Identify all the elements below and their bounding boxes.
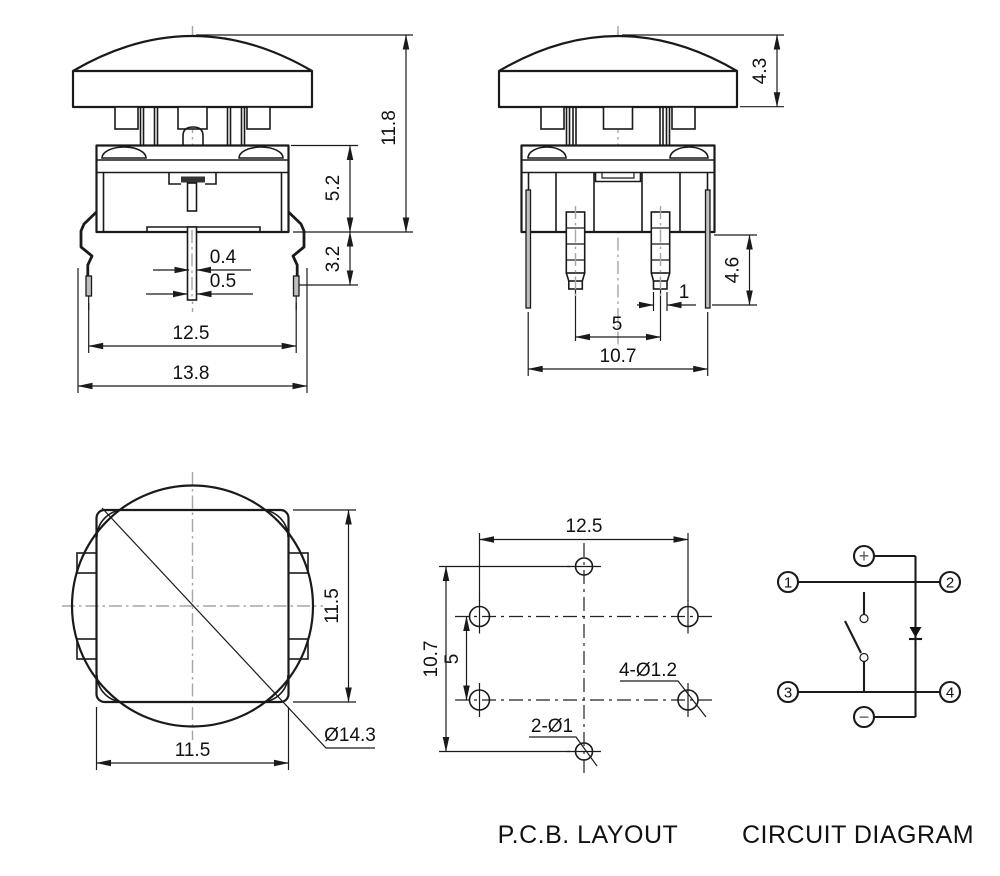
callout-corner-holes-label: 4-Ø1.2 [618, 660, 678, 681]
front-stem-cap [181, 177, 205, 183]
dim-bend-height [299, 232, 358, 285]
side-body [522, 146, 715, 233]
dim-cap-height-label: 4.3 [750, 57, 771, 85]
dim-total-height-label: 11.8 [379, 110, 400, 146]
dim-led-hole-pitch-label: 5 [442, 653, 463, 665]
switch-lever [845, 621, 861, 653]
dim-hole-span-x-label: 12.5 [565, 516, 603, 537]
polarity-minus [854, 707, 874, 727]
circuit-wires [798, 556, 940, 717]
led-diode-symbol [909, 627, 922, 639]
switch-contact [845, 615, 868, 662]
front-view [73, 26, 413, 393]
polarity-plus [854, 546, 874, 566]
front-body [97, 146, 289, 233]
dim-cap-diameter-label: Ø14.3 [324, 725, 376, 746]
terminal-3 [778, 682, 798, 702]
dim-stem-width-b-label: 0.5 [209, 271, 237, 292]
plus-label: + [858, 546, 870, 566]
dim-pin-pitch-label: 5 [611, 314, 623, 335]
dim-stem-width-a [153, 247, 251, 270]
minus-label: − [858, 707, 870, 727]
top-view [62, 472, 376, 770]
dim-stem-width-a-label: 0.4 [209, 247, 237, 268]
terminal-1-label: 1 [783, 574, 793, 592]
terminal-2 [940, 572, 960, 592]
side-neck-posts [541, 107, 695, 146]
dim-upper-body-height [291, 146, 358, 233]
terminal-1 [778, 572, 798, 592]
dim-pin-pitch [576, 314, 661, 337]
callout-center-holes-label: 2-Ø1 [530, 716, 574, 737]
side-cap [499, 36, 737, 107]
dim-stem-width-b [146, 271, 253, 294]
dim-pin-length [712, 235, 757, 305]
side-view [499, 26, 784, 376]
dim-bend-height-label: 3.2 [323, 245, 344, 273]
dim-top-height-label: 11.5 [322, 588, 343, 624]
dim-upper-body-label: 5.2 [323, 174, 344, 202]
dim-hole-span-y-label: 10.7 [421, 640, 442, 678]
front-neck-posts [115, 107, 270, 146]
dim-lead-span-label: 12.5 [172, 323, 210, 344]
pcb-layout [421, 516, 712, 849]
dim-clip-span-label: 13.8 [172, 363, 210, 384]
terminal-4-label: 4 [945, 684, 955, 702]
front-cap [73, 36, 312, 107]
circuit-diagram-caption: CIRCUIT DIAGRAM [741, 821, 975, 849]
callout-center-holes [529, 716, 597, 766]
dim-pin-length-label: 4.6 [722, 256, 744, 284]
terminal-2-label: 2 [945, 574, 955, 592]
terminal-3-label: 3 [783, 684, 793, 702]
dim-pin-tip-width-label: 1 [678, 282, 690, 303]
dim-top-width-label: 11.5 [174, 740, 211, 761]
terminal-4 [940, 682, 960, 702]
circuit-diagram [742, 546, 974, 849]
cap-diameter-leader [102, 508, 375, 748]
pcb-layout-caption: P.C.B. LAYOUT [497, 821, 679, 849]
dim-body-width-label: 10.7 [599, 346, 637, 367]
